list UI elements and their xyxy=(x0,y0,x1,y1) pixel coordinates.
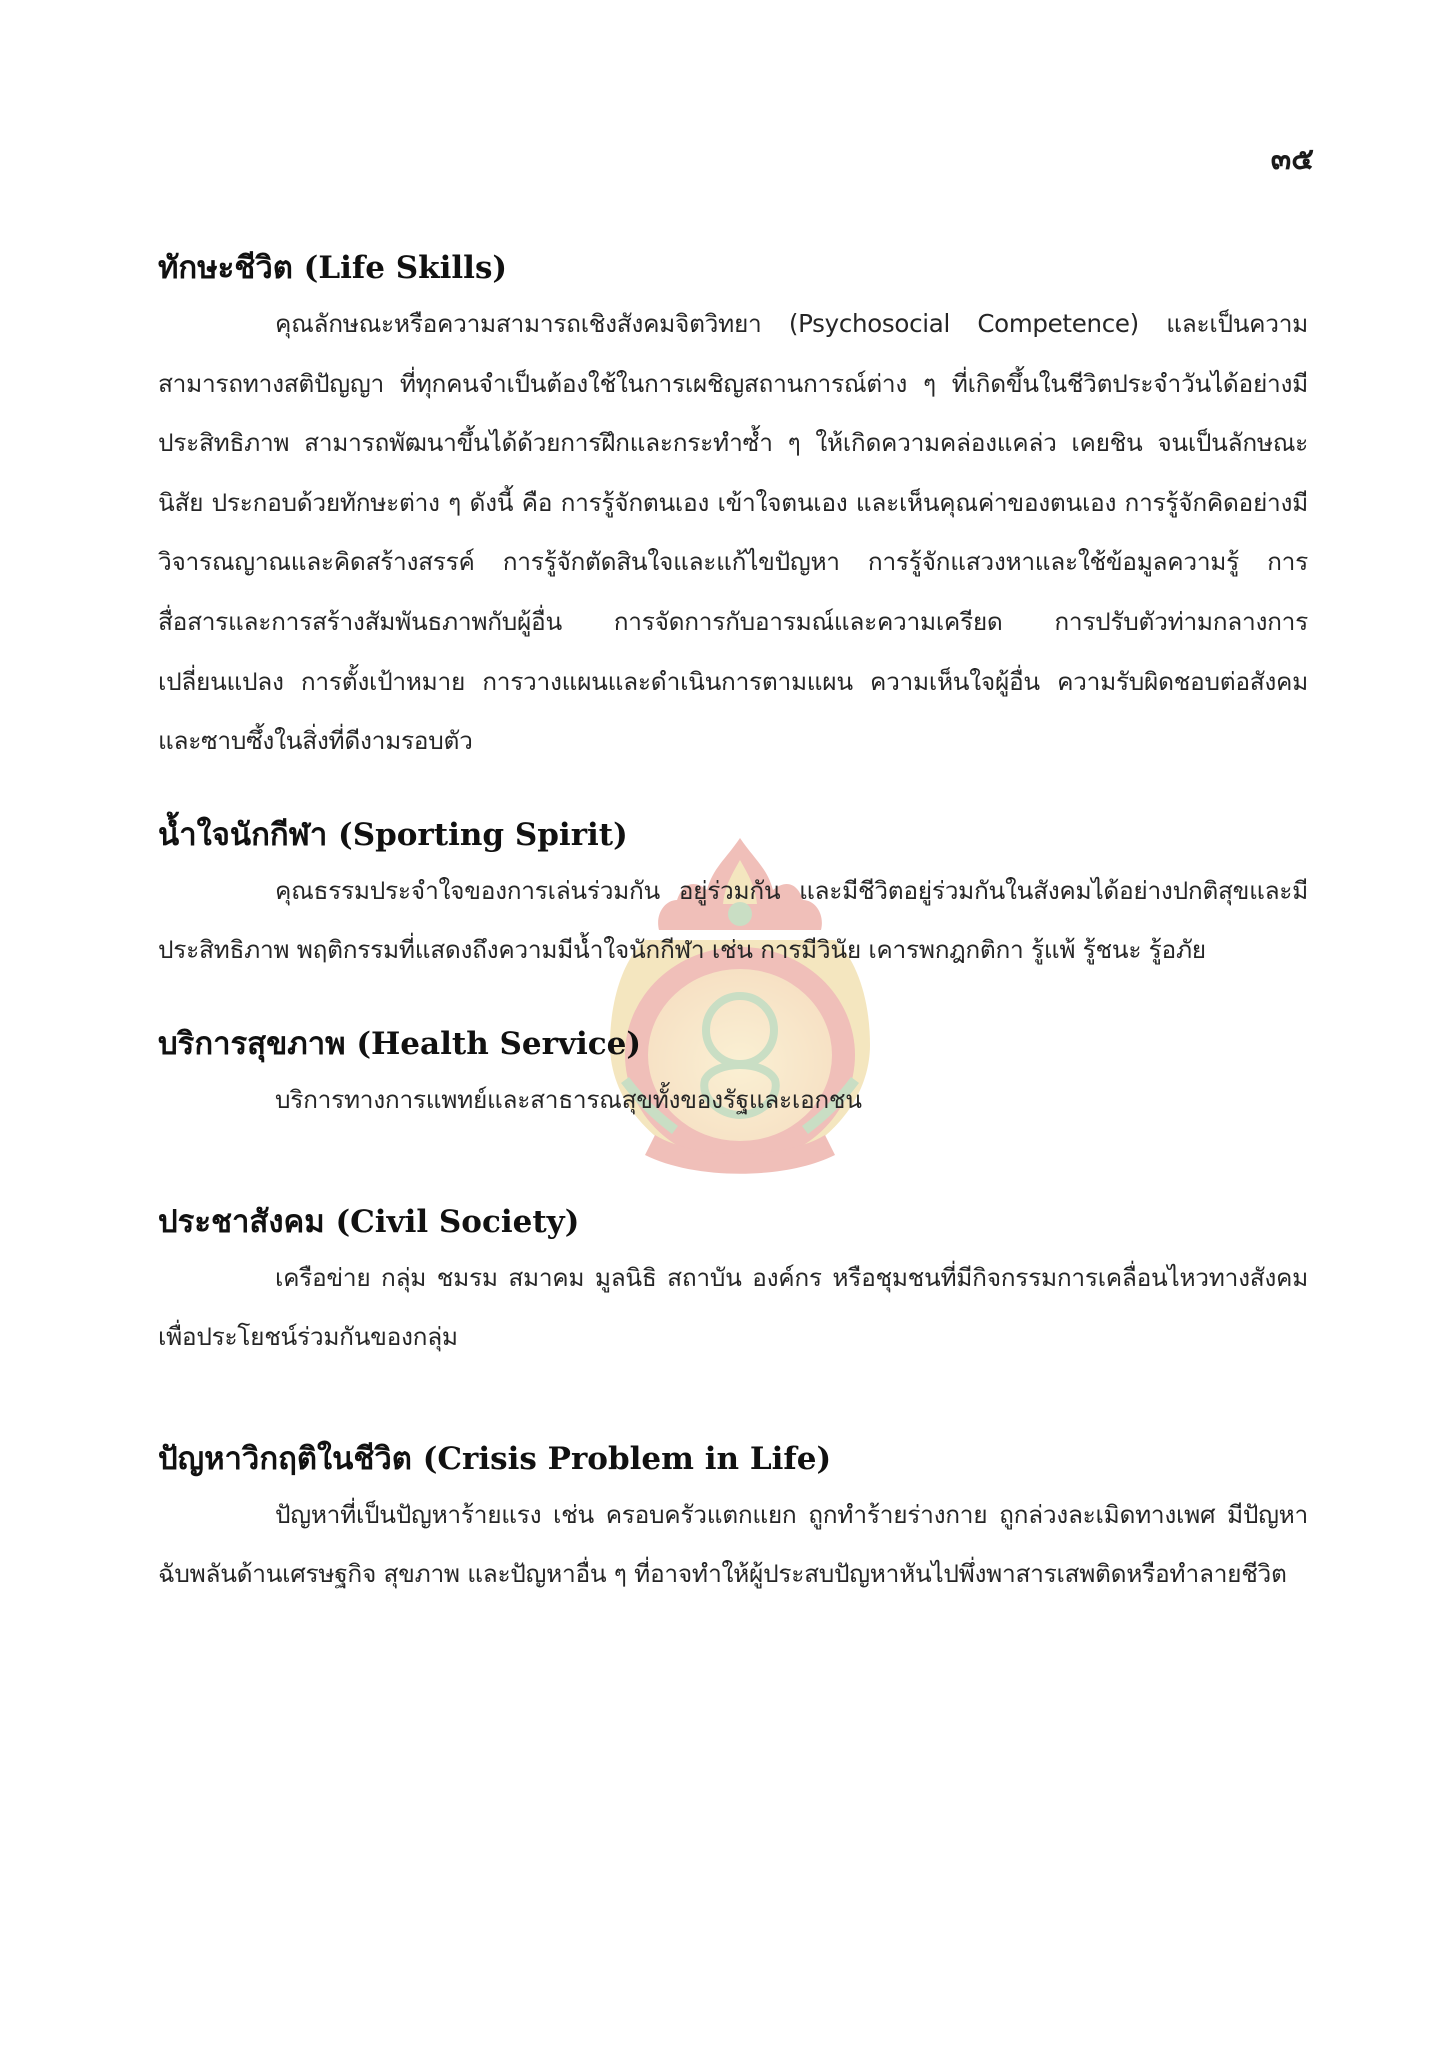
section-body: เครือข่าย กลุ่ม ชมรม สมาคม มูลนิธิ สถาบัน องค์กร หรือชุมชนที่มีกิจกรรมการเคลื่อนไหวทางสังคม เพื่อประโยชน์ร่วมกันของกลุ่ม xyxy=(158,1262,1308,1352)
section-heading: น้ำใจนักกีฬา (Sporting Spirit) xyxy=(158,816,628,853)
section-heading: บริการสุขภาพ (Health Service) xyxy=(158,1025,642,1062)
section-heading: ปัญหาวิกฤติในชีวิต (Crisis Problem in Life) xyxy=(158,1440,832,1477)
section-crisis-problem xyxy=(158,1433,1308,1604)
section-heading: ประชาสังคม (Civil Society) xyxy=(158,1203,580,1240)
section-heading: ทักษะชีวิต (Life Skills) xyxy=(158,250,508,286)
section-health-service xyxy=(158,1018,1308,1130)
section-body: บริการทางการแพทย์และสาธารณสุขทั้งของรัฐและเอกชน xyxy=(275,1084,862,1114)
document-body xyxy=(158,242,1308,1604)
section-body: คุณลักษณะหรือความสามารถเชิงสังคมจิตวิทยา (Psychosocial Competence) และเป็นความสามารถทางสติปัญญา ที่ทุกคนจำเป็นต้องใช้ในการเผชิญสถานการณ์ต่าง ๆ ที่เกิดขึ้นในชีวิตประจำวันได้อย่างมีประสิทธิภาพ สามารถพัฒนาขึ้นได้ด้วยการฝึกและกระทำซ้ำ ๆ ให้เกิดความคล่องแคล่ว เคยชิน จนเป็นลักษณะนิสัย ประกอบด้วยทักษะต่าง ๆ ดังนี้ คือ การรู้จักตนเอง เข้าใจตนเอง และเห็นคุณค่าของตนเอง การรู้จักคิดอย่างมีวิจารณญาณและคิดสร้างสรรค์ การรู้จักตัดสินใจและแก้ไขปัญหา การรู้จักแสวงหาและใช้ข้อมูลความรู้ การสื่อสารและการสร้างสัมพันธภาพกับผู้อื่น การจัดการกับอารมณ์และความเครียด การปรับตัวท่ามกลางการเปลี่ยนแปลง การตั้งเป้าหมาย การวางแผนและดำเนินการตามแผน ความเห็นใจผู้อื่น ความรับผิดชอบต่อสังคม และซาบซึ้งในสิ่งที่ดีงามรอบตัว xyxy=(158,309,1308,756)
section-body: คุณธรรมประจำใจของการเล่นร่วมกัน อยู่ร่วมกัน และมีชีวิตอยู่ร่วมกันในสังคมได้อย่างปกติสุขและมีประสิทธิภาพ พฤติกรรมที่แสดงถึงความมีน้ำใจนักกีฬา เช่น การมีวินัย เคารพกฎกติกา รู้แพ้ รู้ชนะ รู้อภัย xyxy=(158,875,1308,965)
section-sporting-spirit xyxy=(158,809,1308,980)
page-number: ๓๕ xyxy=(1270,142,1314,177)
section-body: ปัญหาที่เป็นปัญหาร้ายแรง เช่น ครอบครัวแตกแยก ถูกทำร้ายร่างกาย ถูกล่วงละเมิดทางเพศ มีปัญหาฉับพลันด้านเศรษฐกิจ สุขภาพ และปัญหาอื่น ๆ ที่อาจทำให้ผู้ประสบปัญหาหันไปพึ่งพาสารเสพติดหรือทำลายชีวิต xyxy=(158,1499,1308,1589)
section-civil-society xyxy=(158,1196,1308,1367)
section-life-skills xyxy=(158,242,1308,771)
